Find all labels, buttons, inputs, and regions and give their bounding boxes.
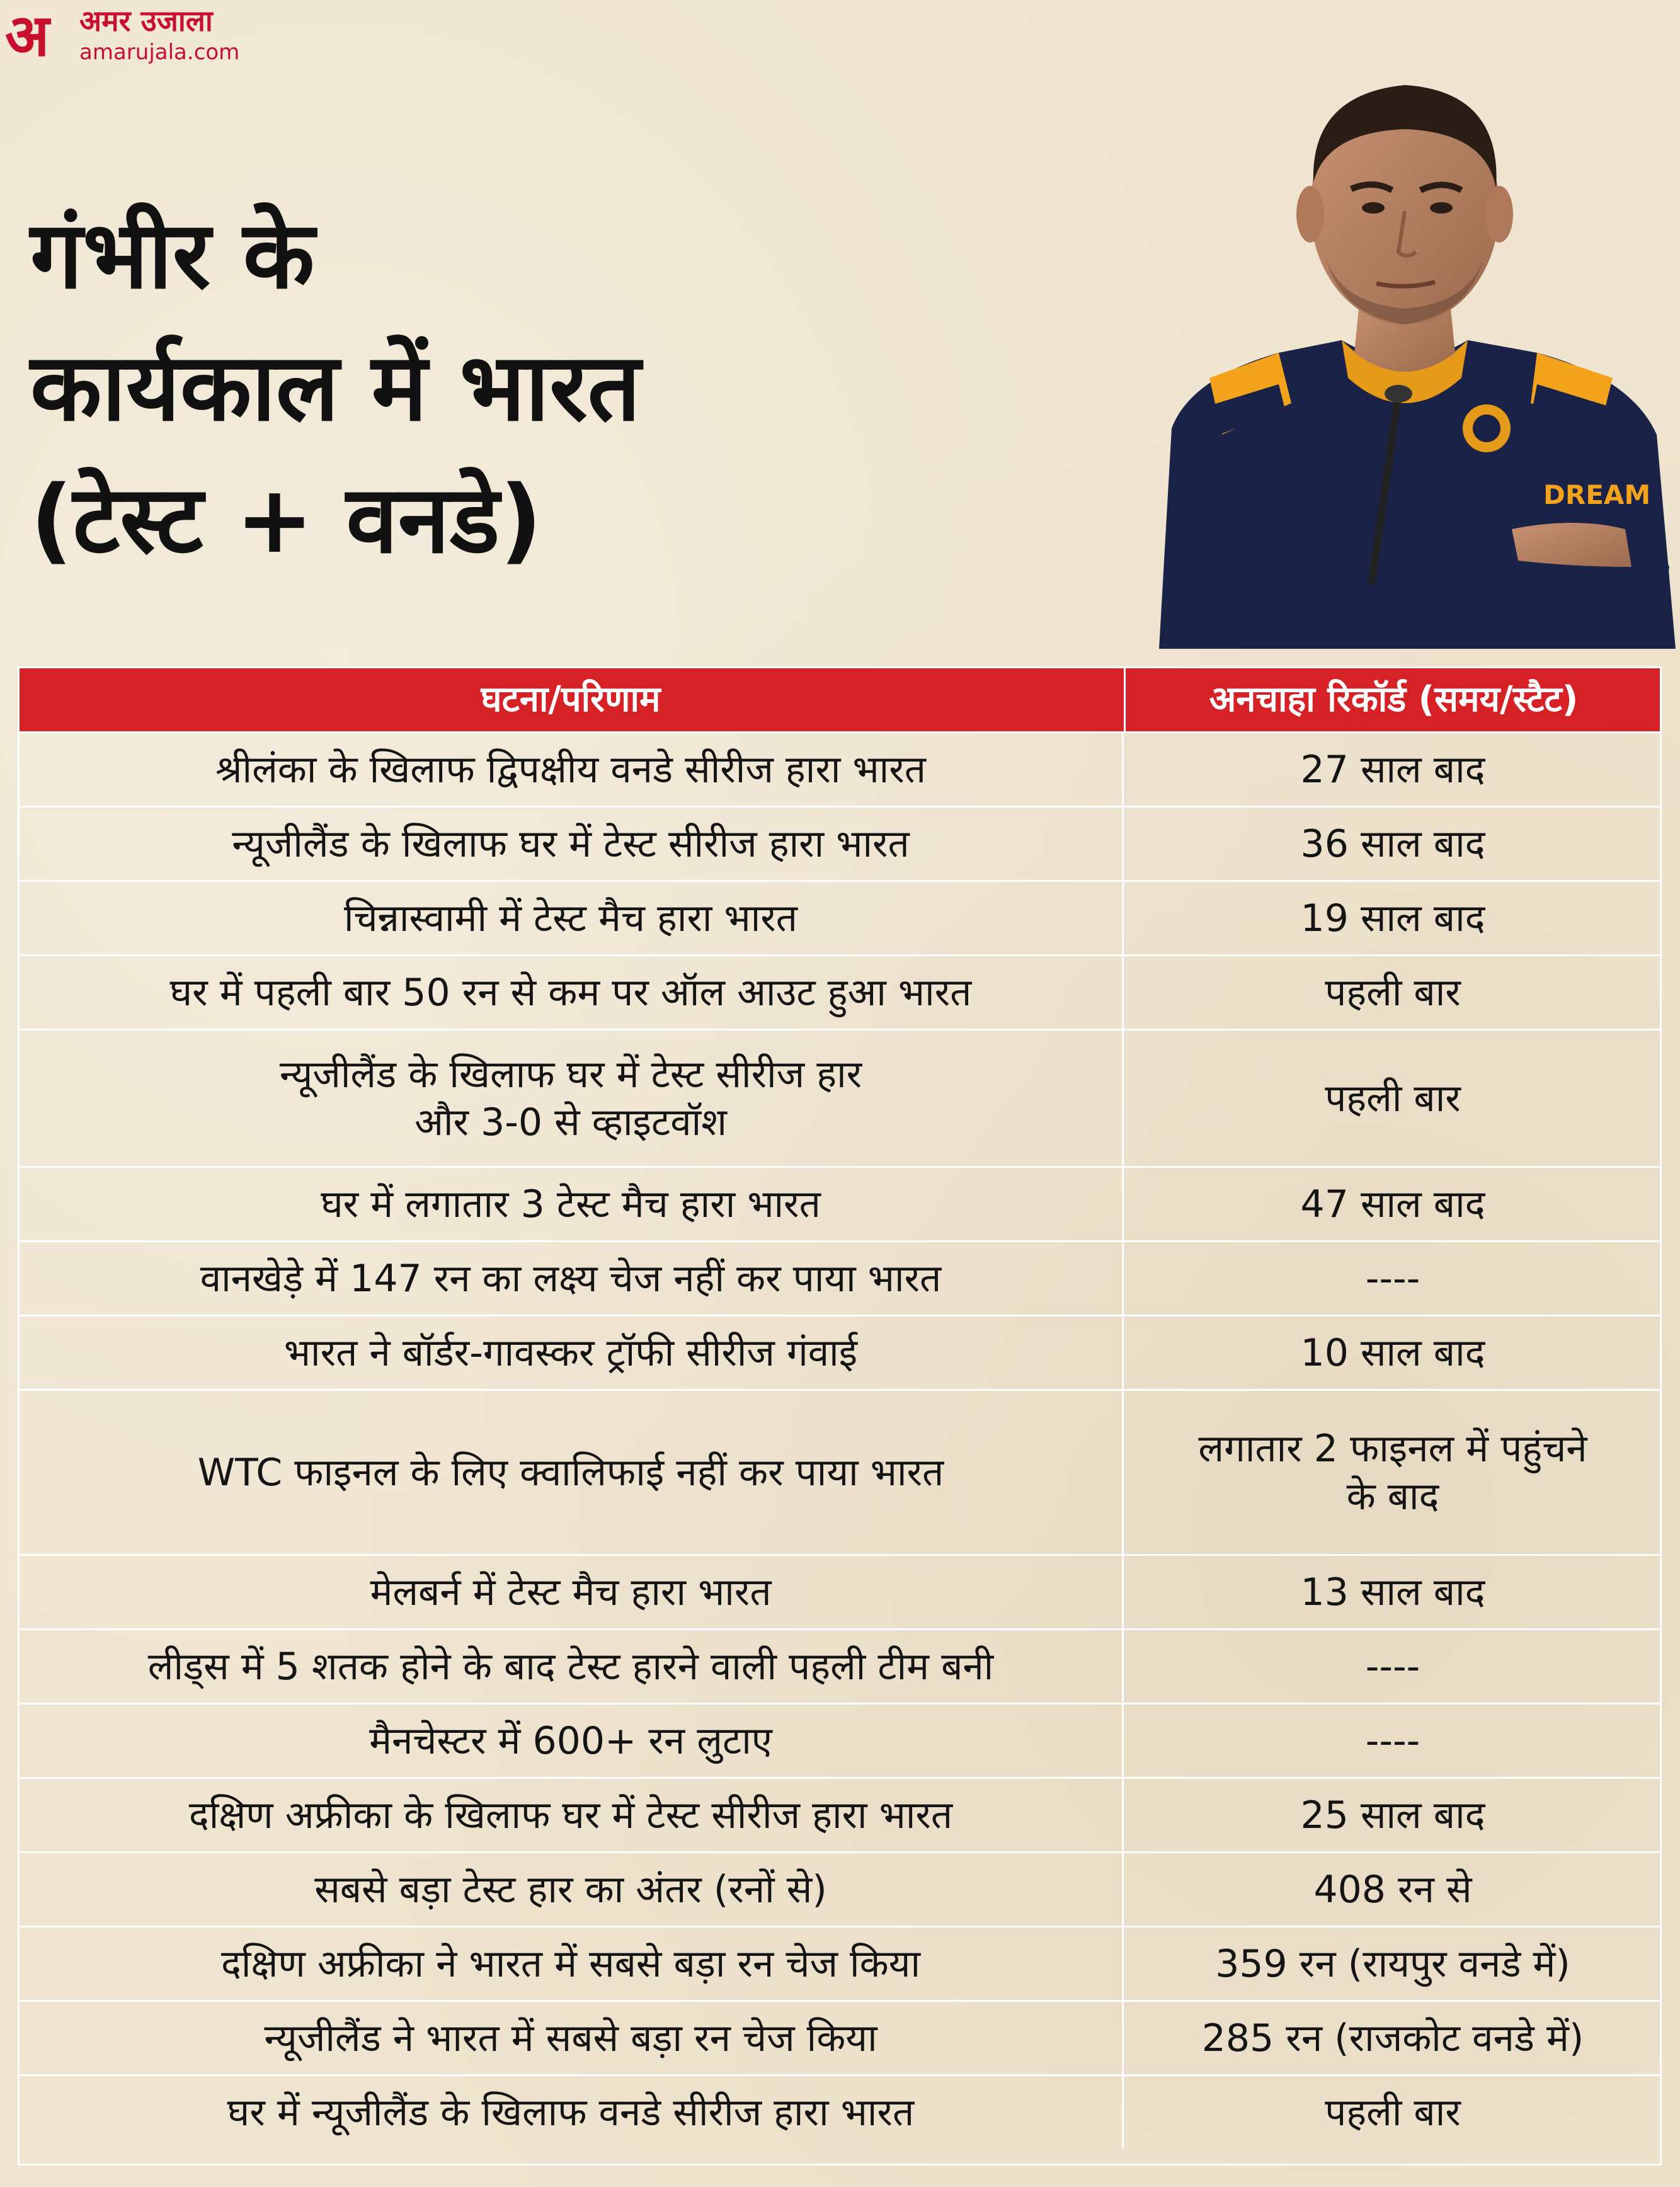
event-cell xyxy=(20,1630,1122,1703)
record-cell xyxy=(1122,1704,1662,1777)
logo-mark: अ xyxy=(5,1,50,69)
record-text: 13 साल बाद xyxy=(1300,1570,1485,1614)
record-cell xyxy=(1122,956,1662,1029)
table-row xyxy=(20,1029,1660,1166)
logo-url: amarujala.com xyxy=(79,40,240,65)
logo-name: अमर उजाला xyxy=(79,4,213,38)
record-cell xyxy=(1122,733,1662,806)
record-text: ---- xyxy=(1365,1644,1420,1689)
event-cell xyxy=(20,1927,1122,2000)
event-text-line-2: और 3-0 से व्हाइटवॉश xyxy=(414,1100,727,1145)
records-table xyxy=(18,666,1662,2166)
event-text: भारत ने बॉर्डर-गावस्कर ट्रॉफी सीरीज गंवाई xyxy=(283,1330,858,1375)
record-cell xyxy=(1122,1556,1662,1628)
event-text: मैनचेस्टर में 600+ रन लुटाए xyxy=(369,1718,772,1763)
record-cell xyxy=(1122,2002,1662,2074)
table-header xyxy=(20,668,1660,731)
event-cell xyxy=(20,1853,1122,1926)
event-cell xyxy=(20,956,1122,1029)
event-cell xyxy=(20,1556,1122,1628)
event-text: न्यूजीलैंड के खिलाफ घर में टेस्ट सीरीज हार xyxy=(279,1052,862,1097)
event-cell xyxy=(20,1316,1122,1389)
title-line-2: कार्यकाल में भारत xyxy=(30,333,641,442)
table-row xyxy=(20,1554,1660,1628)
event-text: चिन्नास्वामी में टेस्ट मैच हारा भारत xyxy=(343,896,798,940)
event-cell xyxy=(20,1779,1122,1851)
table-row xyxy=(20,1777,1660,1851)
record-text-line-2: के बाद xyxy=(1346,1474,1439,1519)
table-row xyxy=(20,1628,1660,1703)
event-text: न्यूजीलैंड ने भारत में सबसे बड़ा रन चेज किया xyxy=(264,2016,877,2060)
event-cell xyxy=(20,1242,1122,1315)
table-row xyxy=(20,954,1660,1029)
table-row xyxy=(20,2074,1660,2149)
record-cell xyxy=(1122,808,1662,880)
table-row xyxy=(20,880,1660,954)
event-text: दक्षिण अफ्रीका ने भारत में सबसे बड़ा रन चेज किया xyxy=(220,1941,921,1986)
event-cell xyxy=(20,1168,1122,1240)
table-row xyxy=(20,2000,1660,2074)
record-text: 19 साल बाद xyxy=(1300,896,1485,940)
record-text: 10 साल बाद xyxy=(1300,1330,1485,1375)
record-text: 27 साल बाद xyxy=(1300,747,1485,792)
event-text: घर में न्यूजीलैंड के खिलाफ वनडे सीरीज हारा भारत xyxy=(227,2090,915,2135)
record-text: 408 रन से xyxy=(1313,1867,1472,1912)
event-text: न्यूजीलैंड के खिलाफ घर में टेस्ट सीरीज हारा भारत xyxy=(232,821,910,866)
title-line-1: गंभीर के xyxy=(30,201,315,309)
event-text: घर में लगातार 3 टेस्ट मैच हारा भारत xyxy=(321,1182,821,1226)
record-cell xyxy=(1122,1242,1662,1315)
record-cell xyxy=(1122,1927,1662,2000)
coach-portrait xyxy=(1134,25,1680,649)
record-text: ---- xyxy=(1365,1718,1420,1763)
record-cell xyxy=(1122,1031,1662,1166)
event-cell xyxy=(20,1031,1122,1166)
table-row xyxy=(20,1926,1660,2000)
record-cell xyxy=(1122,882,1662,954)
event-text: WTC फाइनल के लिए क्वालिफाई नहीं कर पाया भारत xyxy=(197,1450,944,1495)
event-text: घर में पहली बार 50 रन से कम पर ऑल आउट हुआ भारत xyxy=(169,970,972,1015)
record-text: 47 साल बाद xyxy=(1300,1182,1485,1226)
event-text: वानखेड़े में 147 रन का लक्ष्य चेज नहीं कर पाया भारत xyxy=(200,1256,942,1301)
table-row xyxy=(20,1240,1660,1315)
jersey-text: DREAM xyxy=(1543,479,1651,510)
event-cell xyxy=(20,1704,1122,1777)
event-cell xyxy=(20,808,1122,880)
event-cell xyxy=(20,733,1122,806)
table-row xyxy=(20,1703,1660,1777)
record-text: ---- xyxy=(1365,1256,1420,1301)
event-text: मेलबर्न में टेस्ट मैच हारा भारत xyxy=(370,1570,772,1614)
record-text: 285 रन (राजकोट वनडे में) xyxy=(1201,2016,1584,2060)
event-text: श्रीलंका के खिलाफ द्विपक्षीय वनडे सीरीज हारा भारत xyxy=(215,747,926,792)
event-cell xyxy=(20,882,1122,954)
record-text: 359 रन (रायपुर वनडे में) xyxy=(1215,1941,1570,1986)
table-row xyxy=(20,1389,1660,1554)
record-text: 25 साल बाद xyxy=(1300,1793,1485,1837)
record-text: लगातार 2 फाइनल में पहुंचने xyxy=(1198,1426,1587,1471)
record-cell xyxy=(1122,1779,1662,1851)
record-text: पहली बार xyxy=(1325,2090,1461,2135)
event-cell xyxy=(20,2076,1122,2149)
record-cell xyxy=(1122,2076,1662,2149)
header-record: अनचाहा रिकॉर्ड (समय/स्टैट) xyxy=(1124,668,1662,731)
record-text: 36 साल बाद xyxy=(1300,821,1485,866)
table-row xyxy=(20,1166,1660,1240)
header-event: घटना/परिणाम xyxy=(481,679,661,720)
table-body xyxy=(20,731,1660,2149)
record-text: पहली बार xyxy=(1325,970,1461,1015)
table-row xyxy=(20,1315,1660,1389)
event-text: दक्षिण अफ्रीका के खिलाफ घर में टेस्ट सीरीज हारा भारत xyxy=(188,1793,953,1837)
record-cell xyxy=(1122,1630,1662,1703)
table-row xyxy=(20,1851,1660,1926)
event-cell xyxy=(20,2002,1122,2074)
record-cell xyxy=(1122,1853,1662,1926)
event-cell xyxy=(20,1391,1122,1554)
record-cell xyxy=(1122,1316,1662,1389)
title-line-3: (टेस्ट + वनडे) xyxy=(30,465,542,574)
table-row xyxy=(20,731,1660,806)
brand-logo[interactable] xyxy=(5,1,270,69)
record-cell xyxy=(1122,1391,1662,1554)
record-text: पहली बार xyxy=(1325,1076,1461,1121)
table-row xyxy=(20,806,1660,880)
event-text: सबसे बड़ा टेस्ट हार का अंतर (रनों से) xyxy=(314,1867,827,1912)
event-text: लीड्स में 5 शतक होने के बाद टेस्ट हारने वाली पहली टीम बनी xyxy=(147,1644,994,1689)
page-title xyxy=(30,189,1101,586)
record-cell xyxy=(1122,1168,1662,1240)
